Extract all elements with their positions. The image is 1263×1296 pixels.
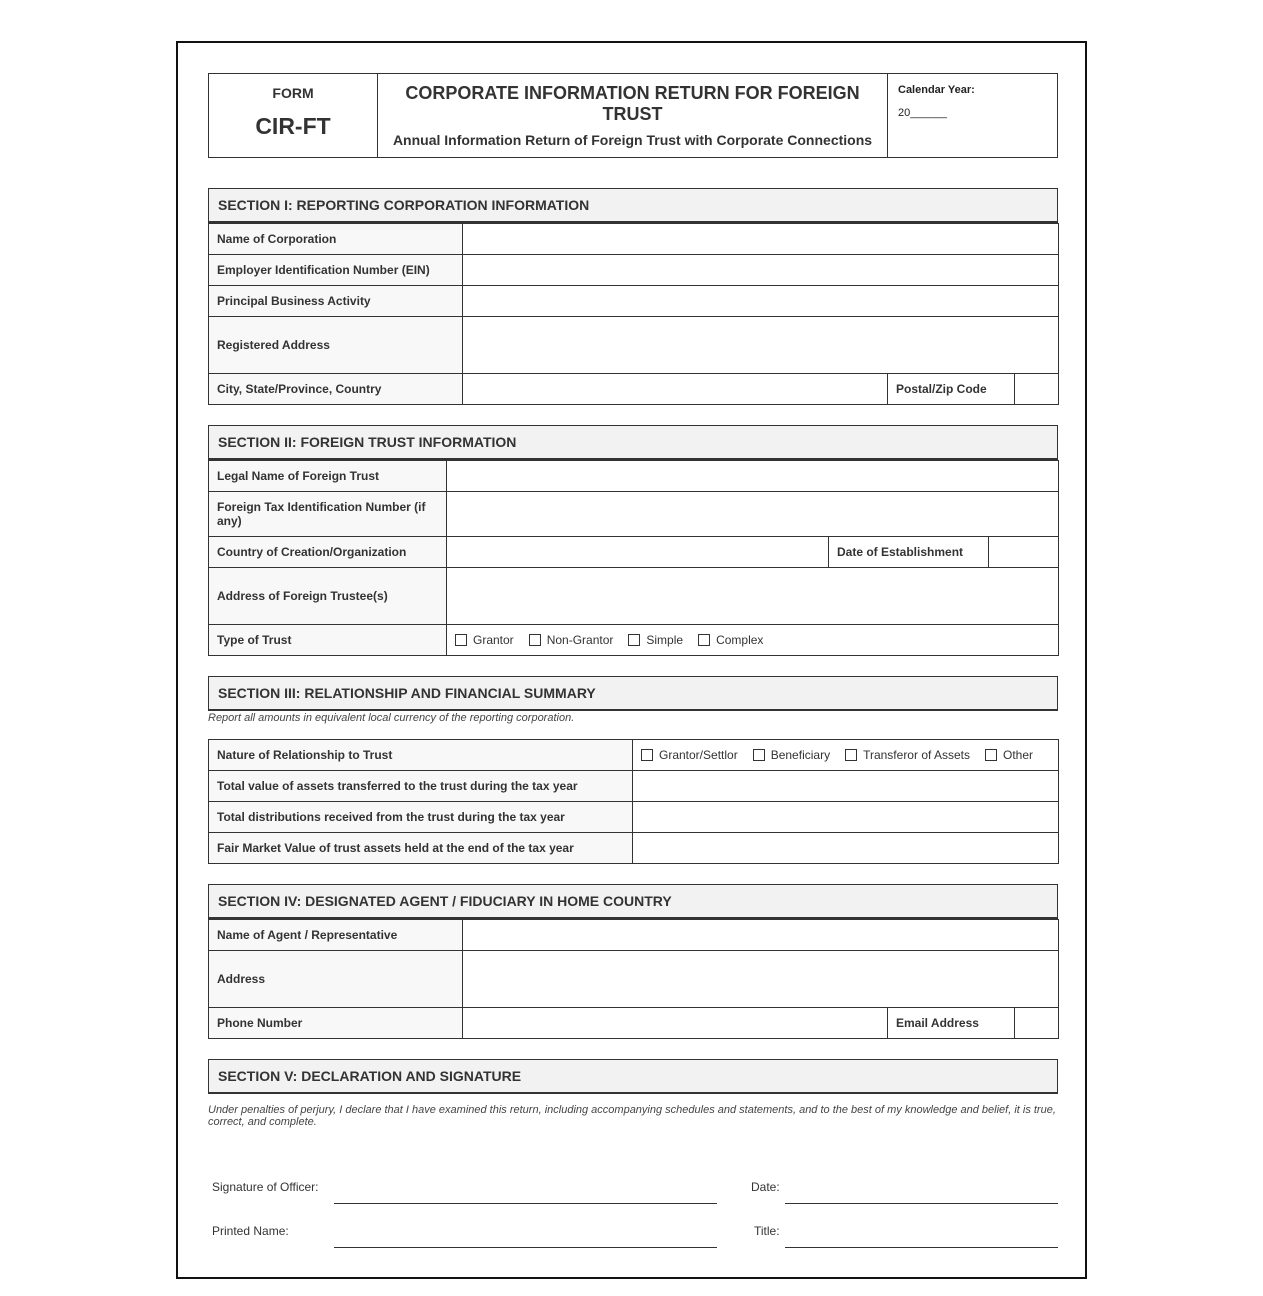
section-1-heading: SECTION I: REPORTING CORPORATION INFORMATION — [208, 188, 1058, 223]
form-content — [208, 73, 1058, 1288]
agent-name-field[interactable] — [463, 920, 1059, 951]
relationship-options — [633, 740, 1059, 771]
section-3-note: Report all amounts in equivalent local currency of the reporting corporation. — [208, 712, 575, 724]
trust-legal-name-field[interactable] — [447, 461, 1059, 492]
calendar-year-box[interactable] — [888, 74, 1057, 157]
type-of-trust-options — [447, 625, 1059, 656]
date-of-establishment-label: Date of Establishment — [829, 537, 989, 568]
checkbox[interactable] — [753, 749, 765, 761]
option-label: Transferor of Assets — [863, 748, 971, 762]
form-id-box — [209, 74, 378, 157]
corporation-name-field[interactable] — [463, 224, 1059, 255]
calendar-year-label: Calendar Year: — [898, 84, 975, 96]
email-label: Email Address — [888, 1008, 1015, 1039]
principal-business-label: Principal Business Activity — [209, 286, 463, 317]
option-label: Beneficiary — [770, 748, 831, 762]
calendar-year-field[interactable]: 20______ — [898, 107, 947, 119]
option-label: Non-Grantor — [546, 633, 614, 647]
declaration-text: Under penalties of perjury, I declare that I have examined this return, including accompanying schedules and statements, and to the best of my knowledge and belief, it is true, correct, and complete. — [208, 1104, 1056, 1128]
form-page — [176, 41, 1087, 1279]
checkbox[interactable] — [698, 634, 710, 646]
option-label: Simple — [646, 633, 684, 647]
section-3-table — [208, 739, 1059, 864]
trustee-address-label: Address of Foreign Trustee(s) — [209, 568, 447, 625]
section-2 — [208, 425, 1058, 656]
section-2-heading: SECTION II: FOREIGN TRUST INFORMATION — [208, 425, 1058, 460]
section-4-heading: SECTION IV: DESIGNATED AGENT / FIDUCIARY IN HOME COUNTRY — [208, 884, 1058, 919]
date-label: Date: — [751, 1180, 780, 1194]
postal-code-field[interactable] — [1015, 374, 1059, 405]
section-5-heading: SECTION V: DECLARATION AND SIGNATURE — [208, 1059, 1058, 1094]
distributions-received-label: Total distributions received from the trust during the tax year — [209, 802, 633, 833]
phone-field[interactable] — [463, 1008, 888, 1039]
registered-address-field[interactable] — [463, 317, 1059, 374]
city-state-label: City, State/Province, Country — [209, 374, 463, 405]
printed-name-line[interactable] — [334, 1247, 717, 1248]
form-header — [208, 73, 1058, 158]
agent-address-label: Address — [209, 951, 463, 1008]
fair-market-value-label: Fair Market Value of trust assets held at the end of the tax year — [209, 833, 633, 864]
section-5 — [208, 1059, 1058, 1288]
form-subtitle: Annual Information Return of Foreign Trust with Corporate Connections — [392, 132, 873, 148]
relationship-transferor[interactable] — [845, 748, 970, 762]
trust-type-non-grantor[interactable] — [529, 633, 614, 647]
option-label: Grantor — [473, 633, 514, 647]
signature-label: Signature of Officer: — [212, 1180, 319, 1194]
title-label: Title: — [754, 1224, 780, 1238]
section-1-table — [208, 223, 1059, 405]
section-3-heading: SECTION III: RELATIONSHIP AND FINANCIAL SUMMARY — [208, 676, 1058, 711]
trust-type-grantor[interactable] — [455, 633, 514, 647]
section-4-table — [208, 919, 1059, 1039]
foreign-tin-label: Foreign Tax Identification Number (if any) — [209, 492, 447, 537]
phone-label: Phone Number — [209, 1008, 463, 1039]
assets-transferred-field[interactable] — [633, 771, 1059, 802]
principal-business-field[interactable] — [463, 286, 1059, 317]
option-label: Complex — [716, 633, 764, 647]
date-of-establishment-field[interactable] — [989, 537, 1059, 568]
section-4 — [208, 884, 1058, 1039]
checkbox[interactable] — [628, 634, 640, 646]
relationship-grantor-settlor[interactable] — [641, 748, 738, 762]
trust-type-simple[interactable] — [628, 633, 683, 647]
section-2-table — [208, 460, 1059, 656]
postal-code-label: Postal/Zip Code — [888, 374, 1015, 405]
signature-line[interactable] — [334, 1203, 717, 1204]
city-state-field[interactable] — [463, 374, 888, 405]
country-of-creation-label: Country of Creation/Organization — [209, 537, 447, 568]
section-3 — [208, 676, 1058, 864]
agent-name-label: Name of Agent / Representative — [209, 920, 463, 951]
corporation-name-label: Name of Corporation — [209, 224, 463, 255]
printed-name-label: Printed Name: — [212, 1224, 289, 1238]
checkbox[interactable] — [641, 749, 653, 761]
relationship-beneficiary[interactable] — [753, 748, 830, 762]
form-title-box — [378, 74, 888, 157]
ein-label: Employer Identification Number (EIN) — [209, 255, 463, 286]
checkbox[interactable] — [845, 749, 857, 761]
distributions-received-field[interactable] — [633, 802, 1059, 833]
trust-legal-name-label: Legal Name of Foreign Trust — [209, 461, 447, 492]
trust-type-complex[interactable] — [698, 633, 763, 647]
assets-transferred-label: Total value of assets transferred to the trust during the tax year — [209, 771, 633, 802]
title-line[interactable] — [785, 1247, 1058, 1248]
fair-market-value-field[interactable] — [633, 833, 1059, 864]
relationship-label: Nature of Relationship to Trust — [209, 740, 633, 771]
checkbox[interactable] — [985, 749, 997, 761]
checkbox[interactable] — [529, 634, 541, 646]
registered-address-label: Registered Address — [209, 317, 463, 374]
form-label: FORM — [272, 85, 314, 101]
checkbox[interactable] — [455, 634, 467, 646]
option-label: Grantor/Settlor — [659, 748, 738, 762]
form-title: CORPORATE INFORMATION RETURN FOR FOREIGN TRUST — [405, 83, 860, 124]
foreign-tin-field[interactable] — [447, 492, 1059, 537]
trustee-address-field[interactable] — [447, 568, 1059, 625]
agent-address-field[interactable] — [463, 951, 1059, 1008]
ein-field[interactable] — [463, 255, 1059, 286]
section-1 — [208, 188, 1058, 405]
type-of-trust-label: Type of Trust — [209, 625, 447, 656]
form-code: CIR-FT — [255, 113, 331, 139]
email-field[interactable] — [1015, 1008, 1059, 1039]
option-label: Other — [1003, 748, 1034, 762]
date-line[interactable] — [785, 1203, 1058, 1204]
relationship-other[interactable] — [985, 748, 1033, 762]
country-of-creation-field[interactable] — [447, 537, 829, 568]
signature-area — [208, 1128, 1058, 1288]
